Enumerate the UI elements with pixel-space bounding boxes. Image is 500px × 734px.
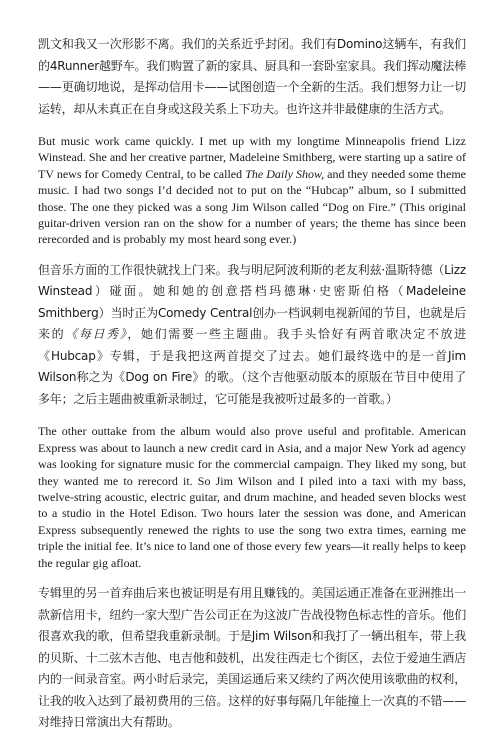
paragraph-en-2: The other outtake from the album would also prove useful and profitable. American Express was about to launch a new credit card in Asia, and a major New York ad agency was looking for signature music for the commercial campaign. They liked my song, but they wanted me to rerecord it. So Jim Wilson and I piled into a taxi with my bass, twelve-string acoustic, electric guitar, and drum machine, and headed seven blocks west to a studio in the Hotel Edison. Two hours later the session was done, and American Express subsequently renewed the rights to use the song two extra times, earning me triple the initial fee. It’s nice to land one of those every few years—it really helps to keep the regular gig afloat. — [38, 424, 466, 570]
paragraph-zh-3: 专辑里的另一首弃曲后来也被证明是有用且赚钱的。美国运通正准备在亚洲推出一款新信用卡，纽约一家大型广告公司正在为这波广告战役物色标志性的音乐。他们很喜欢我的歌，但希望我重新录制。于是Jim Wilson和我打了一辆出租车，带上我的贝斯、十二弦木吉他、电吉他和鼓机，出发往西走七个街区，去位于爱迪生酒店内的一间录音室。两小时后录完，美国运通后来又续约了两次使用该歌曲的权利，让我的收入达到了最初费用的三倍。这样的好事每隔几年能撞上一次真的不错——对维持日常演出大有帮助。 — [38, 586, 466, 729]
show-title-italic: The Daily Show, — [245, 166, 325, 181]
paragraph-zh-1: 凯文和我又一次形影不离。我们的关系近乎封闭。我们有Domino这辆车，有我们的4Runner越野车。我们购置了新的家具、厨具和一套卧室家具。我们挥动魔法棒——更确切地说，是挥动信用卡——试图创造一个全新的生活。我们想努力让一切运转，却从未真正在自身或这段关系上下功夫。也许这并非最健康的生活方式。 — [38, 37, 466, 116]
paragraph-en-1-text-before: But music work came quickly. I met up with my longtime Minneapolis friend Lizz Winstead. She and her creative partner, Madeleine Smithberg, were starting up a satire of TV news for Comedy Central, to be called — [38, 134, 466, 181]
paragraph-zh-2-text-before: 但音乐方面的工作很快就找上门来。我与明尼阿波利斯的老友利兹·温斯特德（Lizz Winstead）碰面。她和她的创意搭档玛德琳·史密斯伯格（Madeleine Smithberg）当时正为Comedy Central创办一档讽刺电视新闻的节目，也就是后来的 — [38, 262, 466, 342]
paragraph-en-1 — [38, 133, 466, 248]
paragraph-zh-2-text-after: ，她们需要一些主题曲。我手头恰好有两首歌决定不放进《Hubcap》专辑，于是我把这两首提交了过去。她们最终选中的是一首Jim Wilson称之为《Dog on Fire》的歌。（这个吉他驱动版本的原版在节目中使用了多年；之后主题曲被重新录制过，它可能是我被听过最多的一首歌。） — [38, 327, 466, 406]
paragraph-en-1-text-after: and they needed some theme music. I had two songs I’d decided not to put on the “Hubcap” album, so I submitted those. The one they picked was a song Jim Wilson called “Dog on Fire.” (This original guitar-driven version ran on the show for a number of years; the theme has since been rerecorded and is probably my most heard song ever.) — [38, 166, 466, 247]
document-page — [38, 34, 466, 734]
paragraph-zh-2 — [38, 260, 466, 411]
show-title-italic-zh: 《每日秀》 — [65, 327, 128, 342]
